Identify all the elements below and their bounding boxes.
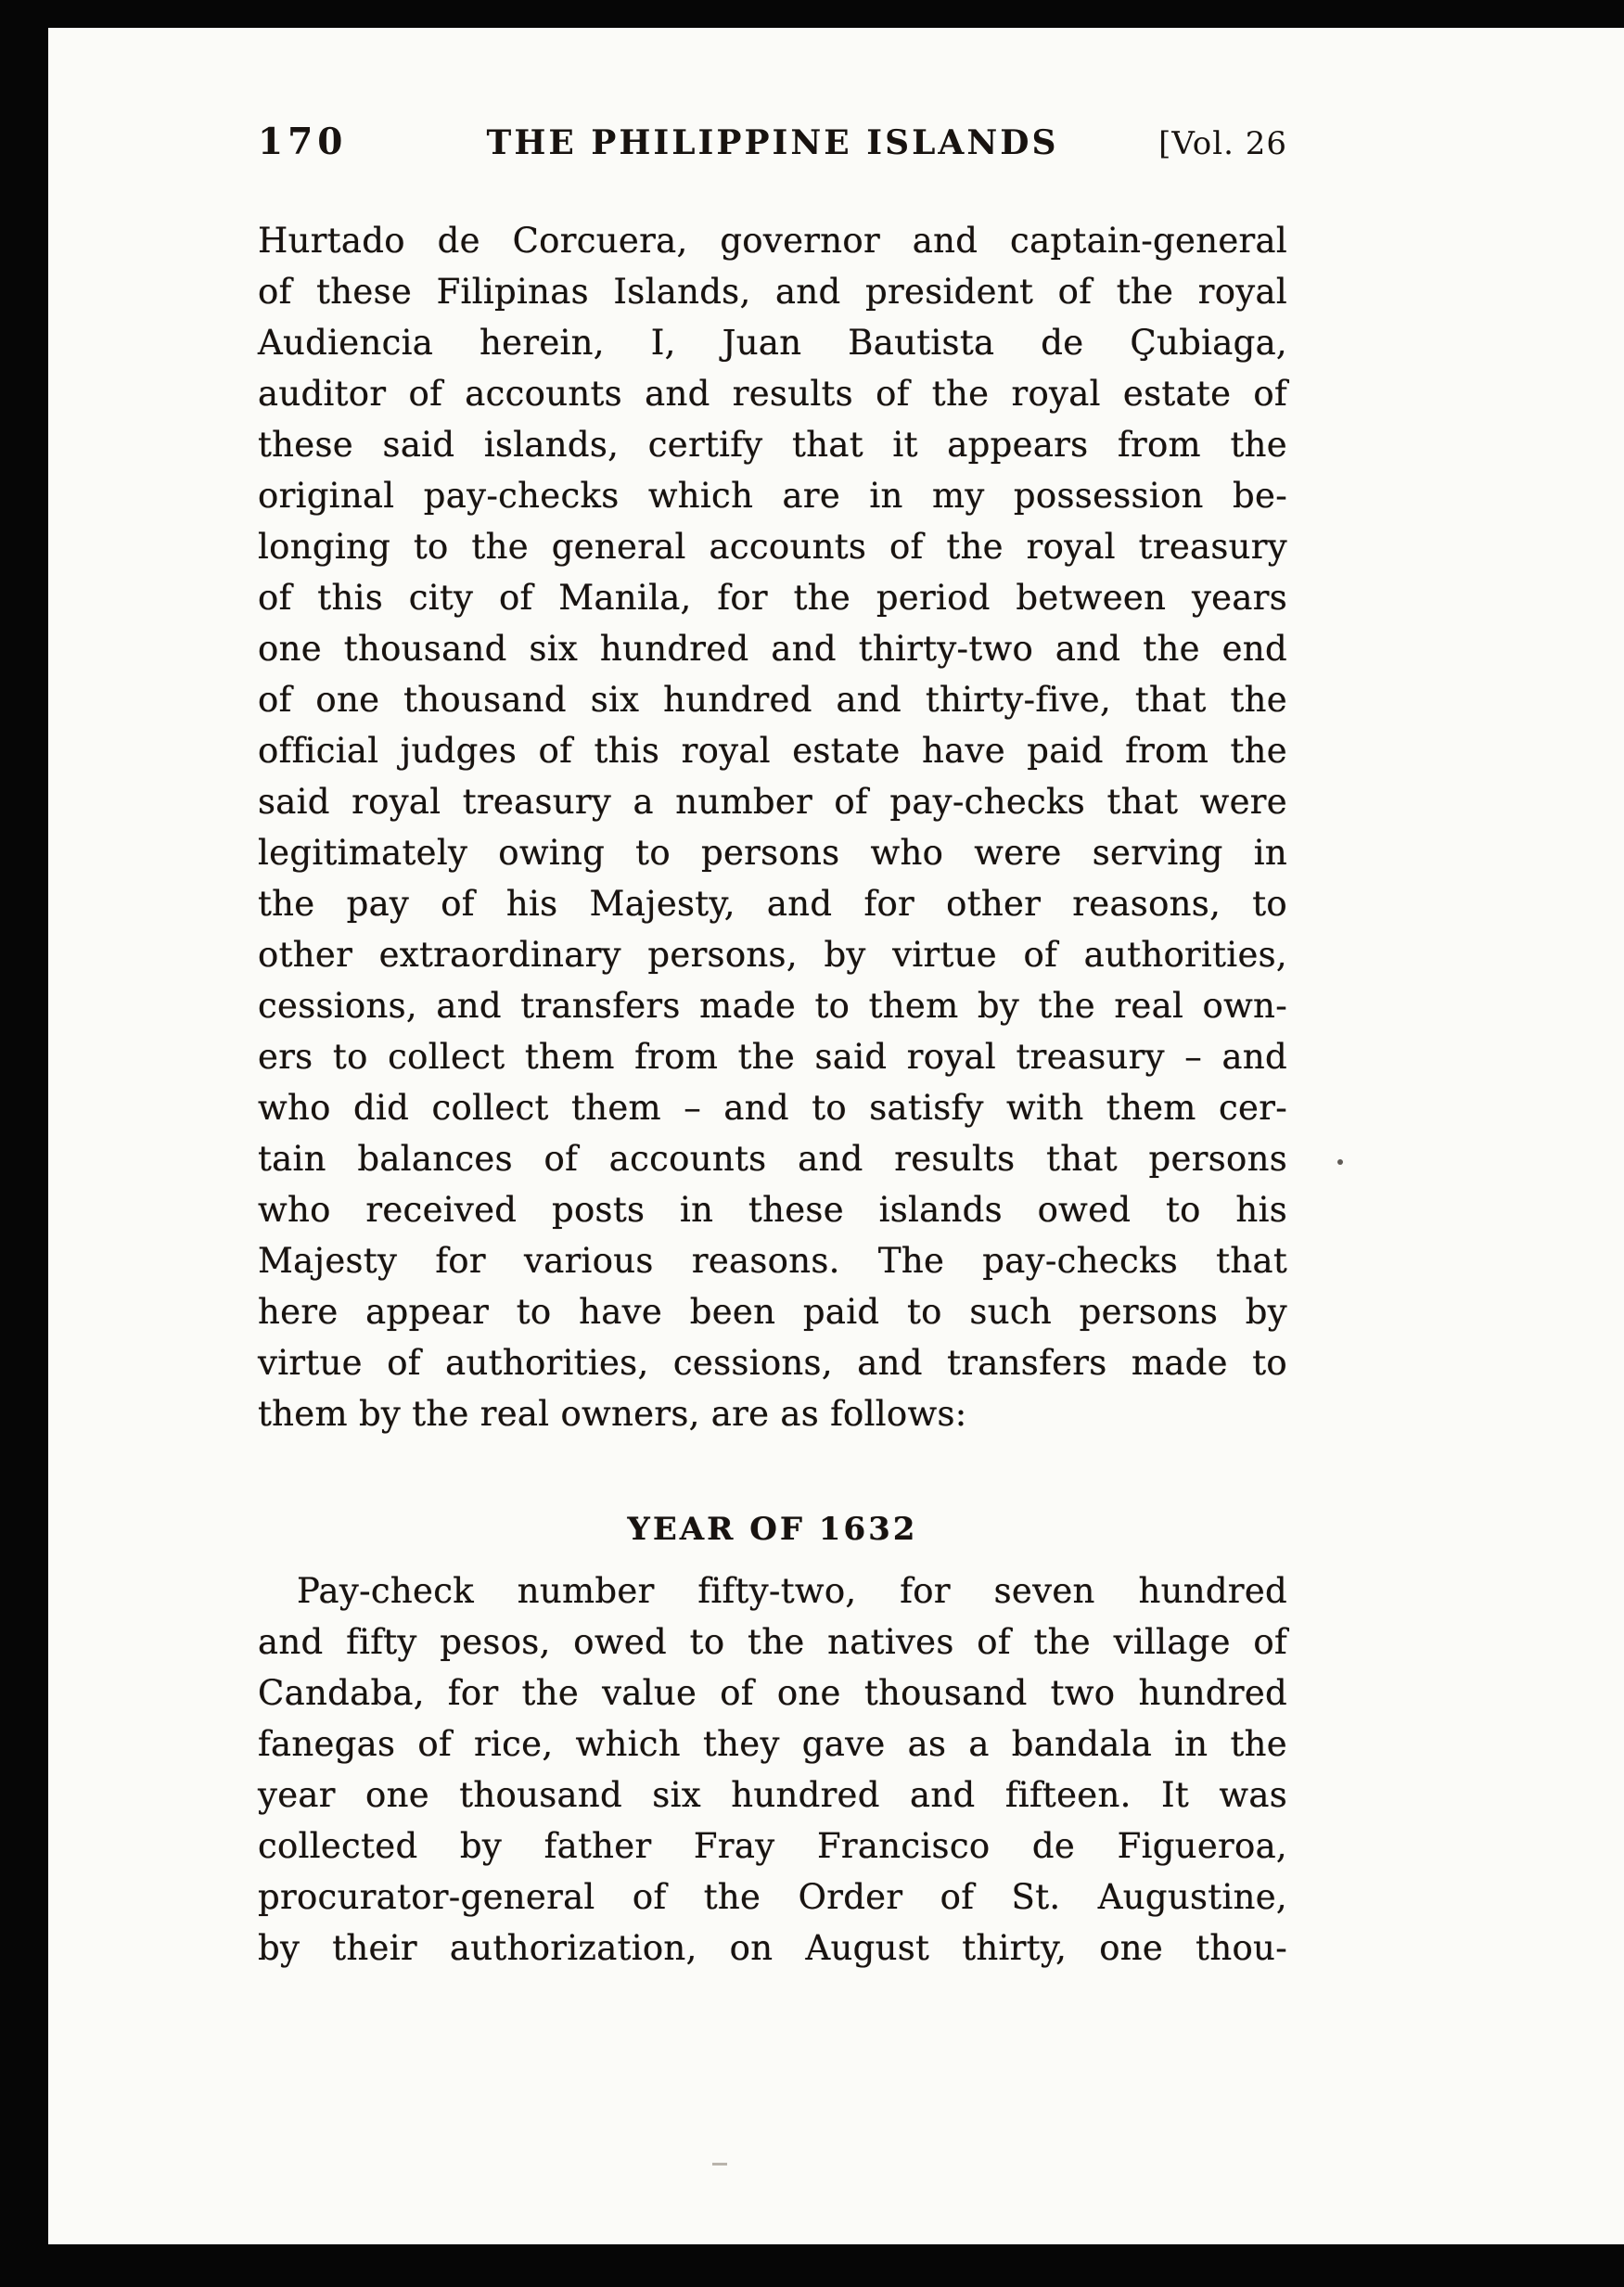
text-line: Hurtado de Corcuera, governor and captain-general	[258, 221, 1287, 261]
text-line: tain balances of accounts and results that persons	[258, 1139, 1287, 1179]
scan-artifact-dot	[1337, 1159, 1343, 1165]
text-line: year one thousand six hundred and fifteen. It was	[258, 1775, 1287, 1815]
text-line: official judges of this royal estate have paid from the	[258, 731, 1287, 771]
running-head	[258, 121, 1287, 163]
text-line: Candaba, for the value of one thousand two hundred	[258, 1673, 1287, 1713]
text-line: them by the real owners, are as follows:	[258, 1394, 967, 1434]
paragraph-2	[258, 1565, 1287, 1974]
header-title: THE PHILIPPINE ISLANDS	[486, 123, 1059, 162]
text-column	[258, 215, 1287, 1974]
text-line: Majesty for various reasons. The pay-checks that	[258, 1241, 1287, 1281]
volume-label: [Vol. 26	[1158, 125, 1287, 162]
text-line: fanegas of rice, which they gave as a bandala in the	[258, 1724, 1287, 1764]
text-line: virtue of authorities, cessions, and transfers made to	[258, 1343, 1287, 1383]
text-line: one thousand six hundred and thirty-two and the end	[258, 629, 1287, 669]
text-line: of these Filipinas Islands, and president of the royal	[258, 272, 1287, 312]
text-line: said royal treasury a number of pay-checks that were	[258, 782, 1287, 822]
text-line: collected by father Fray Francisco de Figueroa,	[258, 1826, 1287, 1866]
text-line: the pay of his Majesty, and for other reasons, to	[258, 884, 1287, 924]
scan-edge-left	[0, 0, 48, 2287]
text-line: who received posts in these islands owed to his	[258, 1190, 1287, 1230]
text-line: auditor of accounts and results of the royal estate of	[258, 374, 1287, 414]
text-line: ers to collect them from the said royal treasury – and	[258, 1037, 1287, 1077]
text-line: and fifty pesos, owed to the natives of the village of	[258, 1622, 1287, 1662]
paragraph-1	[258, 215, 1287, 1439]
text-line: Pay-check number fifty-two, for seven hundred	[297, 1571, 1287, 1611]
section-heading: YEAR OF 1632	[627, 1511, 918, 1548]
text-line: procurator-general of the Order of St. Augustine,	[258, 1877, 1287, 1917]
text-line: original pay-checks which are in my possession be-	[258, 476, 1287, 516]
scan-edge-bottom	[0, 2244, 1624, 2287]
text-line: other extraordinary persons, by virtue of authorities,	[258, 935, 1287, 975]
text-line: here appear to have been paid to such persons by	[258, 1292, 1287, 1332]
text-line: Audiencia herein, I, Juan Bautista de Çubiaga,	[258, 323, 1287, 363]
scan-artifact-dash	[712, 2163, 727, 2166]
text-line: legitimately owing to persons who were serving in	[258, 833, 1287, 873]
text-line: who did collect them – and to satisfy with them cer-	[258, 1088, 1287, 1128]
text-line: of one thousand six hundred and thirty-five, that the	[258, 680, 1287, 720]
scan-edge-top	[0, 0, 1624, 28]
text-line: by their authorization, on August thirty, one thou-	[258, 1928, 1287, 1968]
page-number: 170	[258, 121, 348, 163]
text-line: longing to the general accounts of the royal treasury	[258, 527, 1287, 567]
text-line: cessions, and transfers made to them by the real own-	[258, 986, 1287, 1026]
text-line: of this city of Manila, for the period between years	[258, 578, 1287, 618]
text-line: these said islands, certify that it appears from the	[258, 425, 1287, 465]
